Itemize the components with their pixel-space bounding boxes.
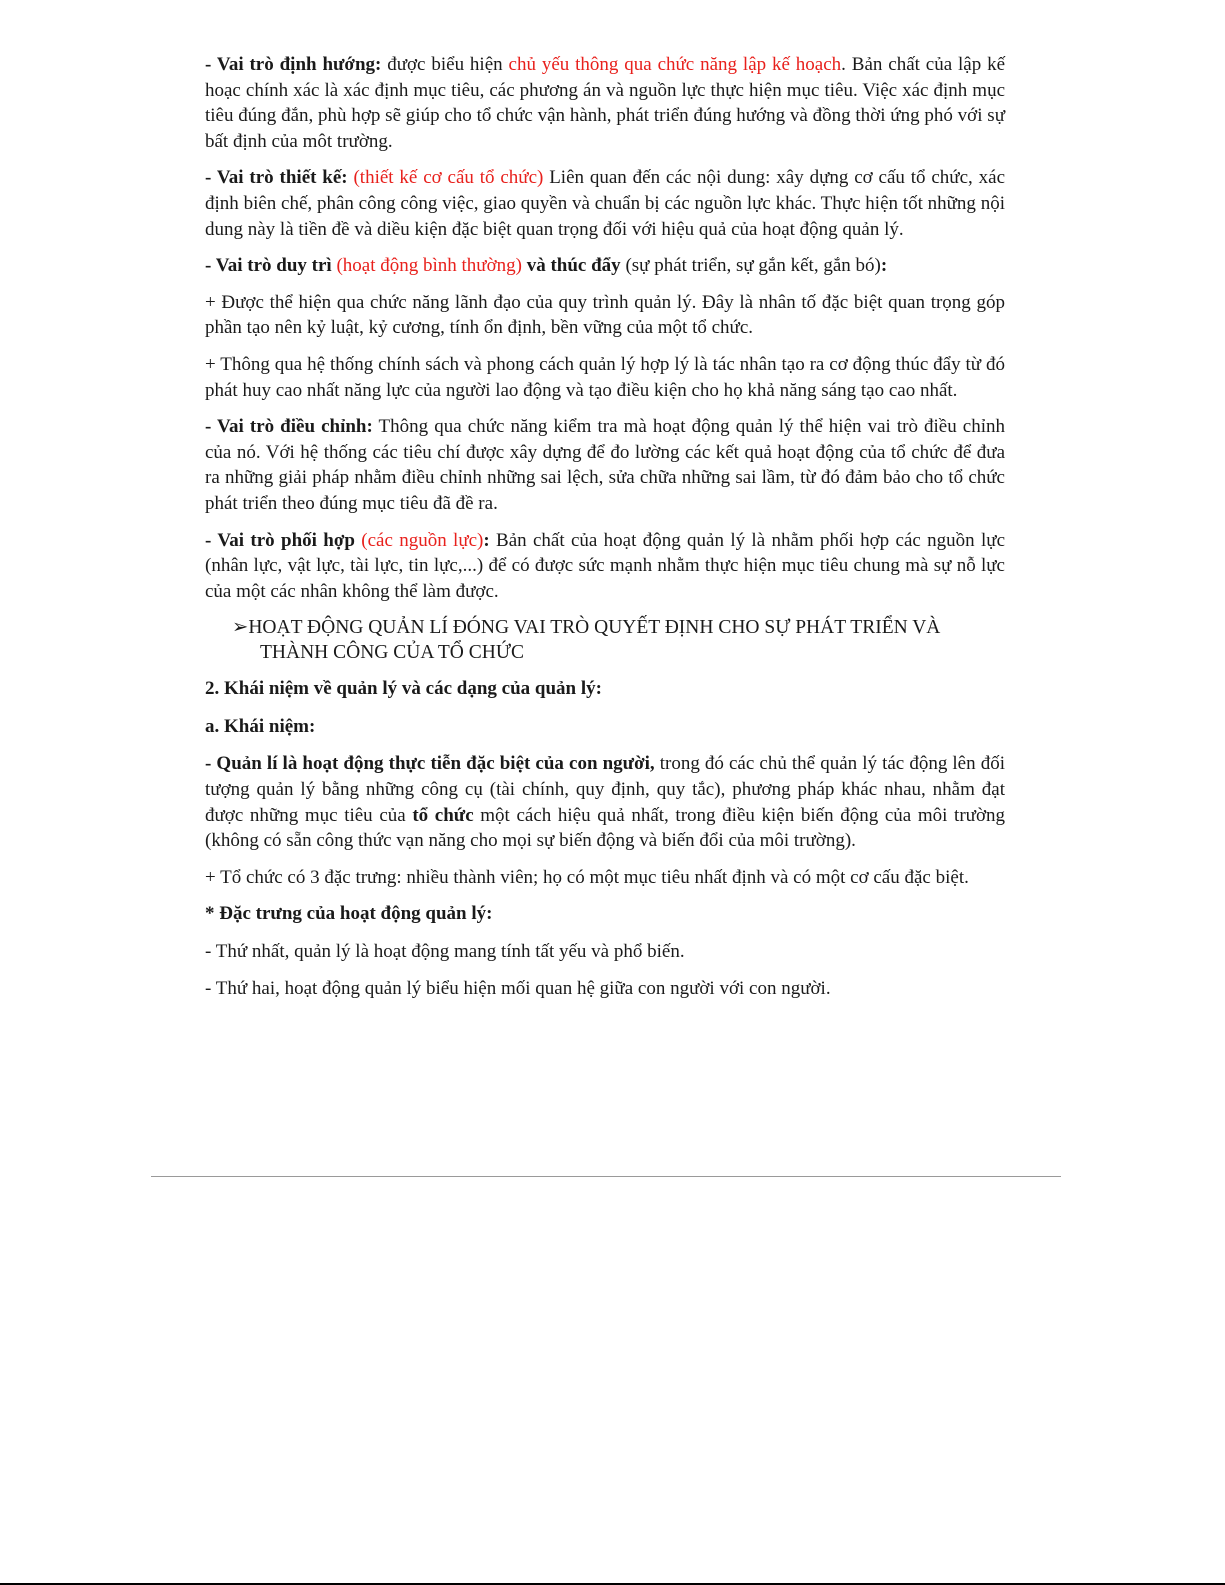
page-divider — [151, 1176, 1061, 1177]
conclusion-bullet: ➢HOẠT ĐỘNG QUẢN LÍ ĐÓNG VAI TRÒ QUYẾT ĐỊNH CHO SỰ PHÁT TRIỂN VÀ THÀNH CÔNG CỦA TỔ CHỨC — [232, 617, 941, 664]
paragraph-leadership-point: + Được thể hiện qua chức năng lãnh đạo của quy trình quản lý. Đây là nhân tố đặc biệt quan trọng góp phần tạo nên kỷ luật, kỷ cương, tính ổn định, bền vững của một tổ chức. — [205, 291, 1005, 339]
paragraph-definition: - Quản lí là hoạt động thực tiễn đặc biệt của con người, trong đó các chủ thể quản lý tác động lên đối tượng quản lý bằng những công cụ (tài chính, quy định, quy tắc), phương pháp khác nhau, nhằm đạt được những mục tiêu của tổ chức một cách hiệu quả nhất, trong điều kiện biến động của môi trường (không có sẵn công thức vạn năng cho mọi sự biến động và biến đổi của môi trường). — [205, 753, 1005, 852]
paragraph-organization-traits: + Tổ chức có 3 đặc trưng: nhiều thành viên; họ có một mục tiêu nhất định và có một cơ cấu đặc biệt. — [205, 866, 969, 888]
paragraph-orientation-role: - Vai trò định hướng: được biểu hiện chủ yếu thông qua chức năng lập kế hoạch. Bản chất của lập kế hoạc chính xác là xác định mục tiêu, các phương án và nguồn lực thực hiện mục tiêu. Việc xác định mục tiêu đúng đắn, phù hợp sẽ giúp cho tổ chức vận hành, phát triển đúng hướng và đồng thời ứng phó với sự bất định của môt trường. — [205, 54, 1006, 152]
arrow-bullet-icon: ➢ — [232, 617, 249, 639]
paragraph-coordinate-role: - Vai trò phối hợp (các nguồn lực): Bản chất của hoạt động quản lý là nhằm phối hợp các nguồn lực (nhân lực, vật lực, tài lực, tin lực,...) để có được sức mạnh nhằm thực hiện mục tiêu chung mà sự nỗ lực của một các nhân không thể làm được. — [205, 529, 1005, 602]
term-label: - Quản lí là hoạt động thực tiễn đặc biệt của con người, — [205, 753, 655, 775]
paragraph-design-role: - Vai trò thiết kế: (thiết kế cơ cấu tổ chức) Liên quan đến các nội dung: xây dựng cơ cấu tổ chức, xác định biên chế, phân công công việc, giao quyền và chuẩn bị các nguồn lực khác. Thực hiện tốt những nội dung này là tiền đề và diều kiện đặc biệt quan trọng đối với hiệu quả của hoạt động quản lý. — [205, 167, 1005, 240]
paragraph-policy-point: + Thông qua hệ thống chính sách và phong cách quản lý hợp lý là tác nhân tạo ra cơ động thúc đẩy từ đó phát huy cao nhất năng lực của người lao động và tạo điều kiện cho họ khả năng sáng tạo cao nhất. — [205, 353, 1005, 401]
paragraph-adjust-role: - Vai trò điều chỉnh: Thông qua chức năng kiểm tra mà hoạt động quản lý thể hiện vai trò điều chỉnh của nó. Với hệ thống các tiêu chí được xây dựng để đo lường các kết quả hoạt động của tổ chức để đưa ra những giải pháp nhằm điều chỉnh những sai lệch, sửa chữa những sai lầm, từ đó đảm bảo cho tổ chức phát triển theo đúng mục tiêu đã đề ra. — [205, 416, 1006, 514]
term-label-2: và thúc đẩy — [526, 255, 621, 277]
features-heading: * Đặc trưng của hoạt động quản lý: — [205, 903, 493, 925]
paragraph-first-feature: - Thứ nhất, quản lý là hoạt động mang tính tất yếu và phổ biến. — [205, 941, 685, 963]
paragraph-maintain-role: - Vai trò duy trì (hoạt động bình thường) và thúc đẩy (sự phát triển, sự gắn kết, gắn bó): — [205, 255, 888, 277]
red-highlight: (hoạt động bình thường) — [336, 255, 522, 277]
term-label: - Vai trò duy trì — [205, 255, 332, 277]
document-body — [205, 52, 1005, 1012]
term-label: - Vai trò định hướng: — [205, 54, 382, 75]
red-highlight: (các nguồn lực) — [361, 529, 484, 551]
term-label: - Vai trò thiết kế: — [205, 167, 348, 189]
term-label: - Vai trò phối hợp — [205, 529, 355, 551]
section-heading: 2. Khái niệm về quản lý và các dạng của quản lý: — [205, 678, 602, 700]
term-label-2: tổ chức — [412, 804, 474, 826]
term-label: - Vai trò điều chỉnh: — [205, 416, 373, 438]
paragraph-second-feature: - Thứ hai, hoạt động quản lý biểu hiện mối quan hệ giữa con người với con người. — [205, 977, 831, 999]
subsection-heading: a. Khái niệm: — [205, 715, 316, 737]
red-highlight: chủ yếu thông qua chức năng lập kế hoạch — [508, 54, 842, 75]
red-highlight: (thiết kế cơ cấu tổ chức) — [353, 167, 544, 189]
